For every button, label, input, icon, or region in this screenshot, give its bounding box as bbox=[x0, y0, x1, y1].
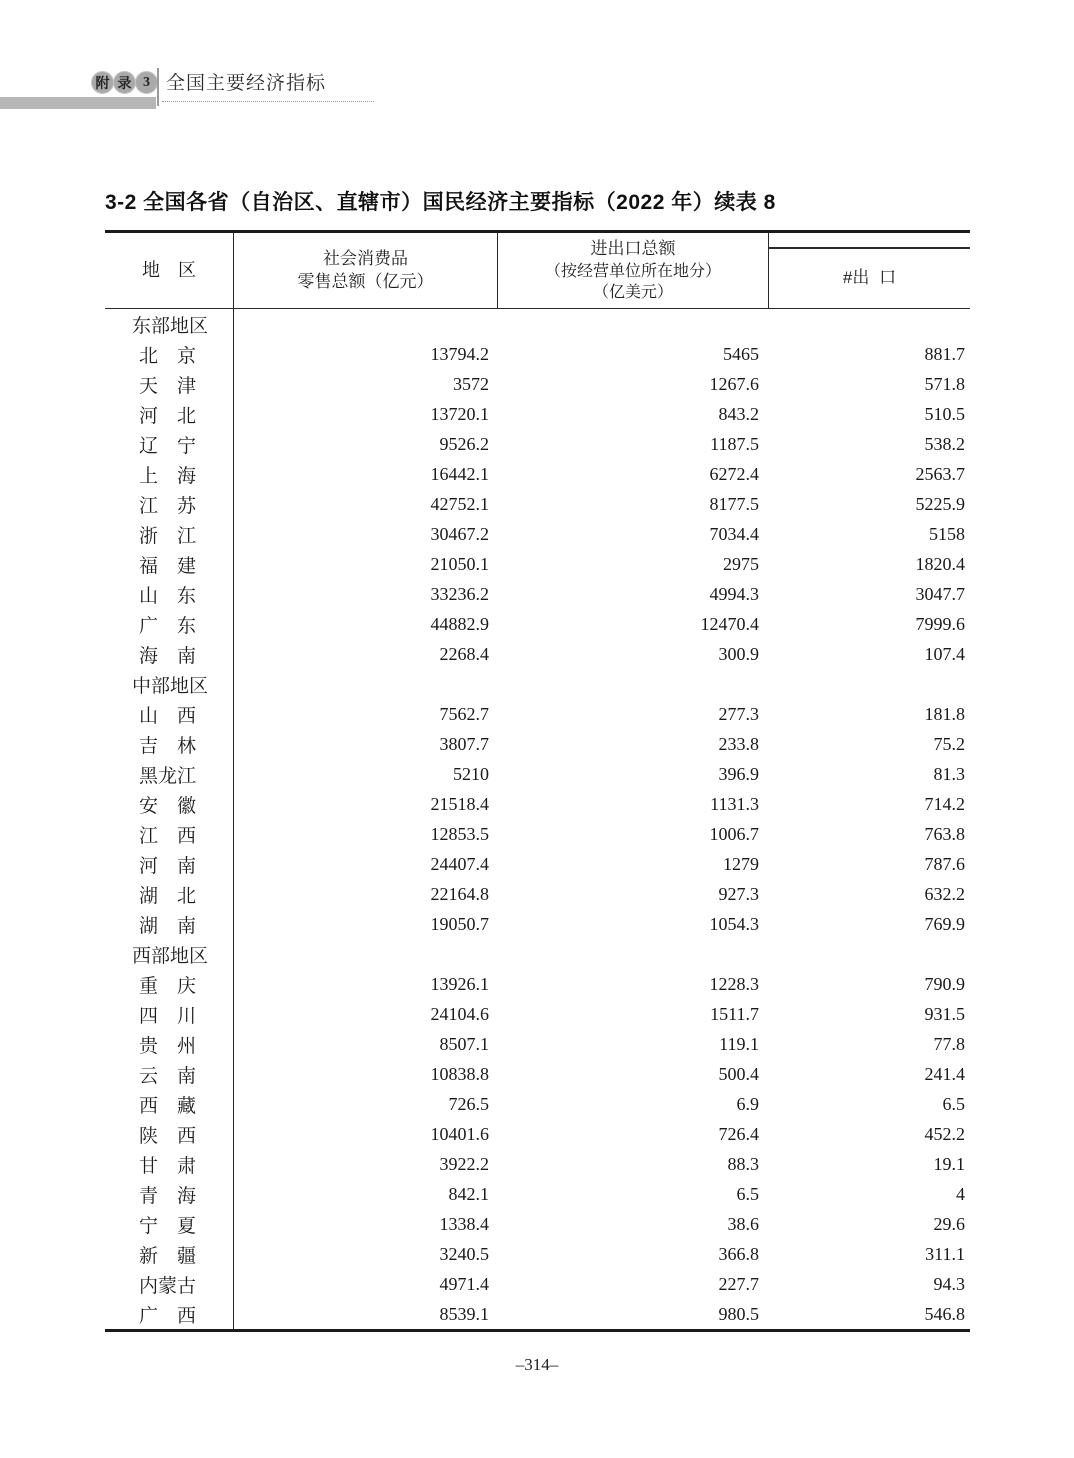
retail-value: 30467.2 bbox=[430, 523, 489, 544]
region-label: 广 西 bbox=[139, 1305, 197, 1327]
trade-value: 2975 bbox=[723, 553, 759, 574]
stamp-char-icon: 附 bbox=[91, 71, 114, 94]
province-row bbox=[105, 759, 970, 789]
region-section-row bbox=[105, 669, 970, 699]
export-value: 1820.4 bbox=[915, 553, 965, 574]
export-value: 571.8 bbox=[924, 373, 965, 394]
region-label: 陕 西 bbox=[139, 1125, 197, 1147]
region-label: 福 建 bbox=[139, 555, 197, 577]
export-value: 763.8 bbox=[924, 823, 965, 844]
region-label: 广 东 bbox=[139, 615, 197, 637]
export-value: 3047.7 bbox=[915, 583, 965, 604]
header-accent-bar bbox=[0, 97, 156, 109]
region-label: 中部地区 bbox=[132, 675, 209, 697]
region-label: 宁 夏 bbox=[139, 1215, 197, 1237]
region-label: 云 南 bbox=[139, 1065, 197, 1087]
region-label: 江 西 bbox=[139, 825, 197, 847]
region-section-row bbox=[105, 309, 970, 339]
trade-value: 5465 bbox=[723, 343, 759, 364]
region-label: 吉 林 bbox=[139, 735, 197, 757]
export-value: 769.9 bbox=[924, 913, 965, 934]
export-value: 29.6 bbox=[933, 1213, 965, 1234]
trade-value: 6.5 bbox=[736, 1183, 759, 1204]
stamp-char-icon: 录 bbox=[113, 71, 136, 94]
export-value: 181.8 bbox=[924, 703, 965, 724]
trade-value: 1187.5 bbox=[710, 433, 759, 454]
column-header-trade-line3: （亿美元） bbox=[592, 283, 673, 301]
retail-value: 9526.2 bbox=[439, 433, 489, 454]
page-number: –314– bbox=[515, 1355, 559, 1374]
trade-value: 8177.5 bbox=[709, 493, 759, 514]
region-label: 西部地区 bbox=[132, 945, 209, 967]
province-row bbox=[105, 1299, 970, 1329]
retail-value: 1338.4 bbox=[439, 1213, 489, 1234]
region-label: 浙 江 bbox=[139, 525, 197, 547]
province-row bbox=[105, 609, 970, 639]
export-value: 7999.6 bbox=[915, 613, 965, 634]
province-row bbox=[105, 1119, 970, 1149]
province-row bbox=[105, 369, 970, 399]
export-value: 790.9 bbox=[924, 973, 965, 994]
region-label: 黑龙江 bbox=[139, 765, 197, 787]
export-value: 546.8 bbox=[924, 1303, 965, 1324]
export-value: 714.2 bbox=[924, 793, 965, 814]
province-row bbox=[105, 1149, 970, 1179]
province-row bbox=[105, 699, 970, 729]
province-row bbox=[105, 1269, 970, 1299]
trade-value: 300.9 bbox=[718, 643, 759, 664]
province-row bbox=[105, 969, 970, 999]
retail-value: 5210 bbox=[453, 763, 489, 784]
retail-value: 4971.4 bbox=[439, 1273, 489, 1294]
retail-value: 13794.2 bbox=[430, 343, 489, 364]
column-header-region-label: 地 区 bbox=[142, 259, 196, 280]
column-header-retail-line2: 零售总额（亿元） bbox=[297, 271, 434, 291]
export-spanner-line bbox=[769, 233, 970, 249]
trade-value: 1267.6 bbox=[709, 373, 759, 394]
trade-value: 1054.3 bbox=[709, 913, 759, 934]
export-value: 241.4 bbox=[924, 1063, 965, 1084]
retail-value: 3922.2 bbox=[439, 1153, 489, 1174]
export-value: 452.2 bbox=[924, 1123, 965, 1144]
trade-value: 227.7 bbox=[718, 1273, 759, 1294]
trade-value: 980.5 bbox=[718, 1303, 759, 1324]
retail-value: 21518.4 bbox=[430, 793, 489, 814]
province-row bbox=[105, 399, 970, 429]
export-value: 6.5 bbox=[942, 1093, 965, 1114]
retail-value: 10838.8 bbox=[430, 1063, 489, 1084]
region-label: 四 川 bbox=[139, 1005, 197, 1027]
province-row bbox=[105, 339, 970, 369]
trade-value: 1131.3 bbox=[710, 793, 759, 814]
trade-value: 38.6 bbox=[727, 1213, 759, 1234]
province-row bbox=[105, 1209, 970, 1239]
province-row bbox=[105, 729, 970, 759]
region-label: 贵 州 bbox=[139, 1035, 197, 1057]
province-row bbox=[105, 459, 970, 489]
export-value: 107.4 bbox=[924, 643, 965, 664]
export-value: 538.2 bbox=[924, 433, 965, 454]
province-row bbox=[105, 1029, 970, 1059]
trade-value: 1279 bbox=[723, 853, 759, 874]
province-row bbox=[105, 999, 970, 1029]
region-label: 上 海 bbox=[139, 465, 197, 487]
export-value: 632.2 bbox=[924, 883, 965, 904]
trade-value: 1006.7 bbox=[709, 823, 759, 844]
export-value: 787.6 bbox=[924, 853, 965, 874]
column-header-retail-line1: 社会消费品 bbox=[323, 249, 408, 269]
region-label: 山 西 bbox=[139, 705, 197, 727]
region-label: 山 东 bbox=[139, 585, 197, 607]
header-divider bbox=[157, 68, 159, 106]
trade-value: 6272.4 bbox=[709, 463, 759, 484]
column-header-trade-line2: （按经营单位所在地分） bbox=[544, 262, 721, 280]
province-row bbox=[105, 579, 970, 609]
region-label: 辽 宁 bbox=[139, 435, 197, 457]
trade-value: 119.1 bbox=[719, 1033, 759, 1054]
retail-value: 842.1 bbox=[448, 1183, 489, 1204]
province-row bbox=[105, 909, 970, 939]
region-label: 海 南 bbox=[139, 645, 197, 667]
column-header-retail bbox=[233, 233, 497, 308]
retail-value: 22164.8 bbox=[430, 883, 489, 904]
column-header-export-label: #出 口 bbox=[842, 268, 897, 288]
province-row bbox=[105, 489, 970, 519]
export-value: 94.3 bbox=[933, 1273, 965, 1294]
stats-table bbox=[105, 230, 970, 1332]
export-value: 2563.7 bbox=[915, 463, 965, 484]
trade-value: 1511.7 bbox=[710, 1003, 759, 1024]
retail-value: 24104.6 bbox=[430, 1003, 489, 1024]
retail-value: 8539.1 bbox=[439, 1303, 489, 1324]
export-value: 311.1 bbox=[925, 1243, 965, 1264]
trade-value: 927.3 bbox=[718, 883, 759, 904]
region-label: 青 海 bbox=[139, 1185, 197, 1207]
trade-value: 366.8 bbox=[718, 1243, 759, 1264]
province-row bbox=[105, 549, 970, 579]
table-title: 3-2 全国各省（自治区、直辖市）国民经济主要指标（2022 年）续表 8 bbox=[105, 191, 776, 214]
trade-value: 726.4 bbox=[718, 1123, 759, 1144]
trade-value: 500.4 bbox=[718, 1063, 759, 1084]
region-label: 江 苏 bbox=[139, 495, 197, 517]
region-label: 重 庆 bbox=[139, 975, 197, 997]
retail-value: 33236.2 bbox=[430, 583, 489, 604]
retail-value: 8507.1 bbox=[439, 1033, 489, 1054]
retail-value: 12853.5 bbox=[430, 823, 489, 844]
region-label: 西 藏 bbox=[139, 1095, 197, 1117]
export-value: 77.8 bbox=[933, 1033, 965, 1054]
export-value: 19.1 bbox=[933, 1153, 965, 1174]
retail-value: 42752.1 bbox=[430, 493, 489, 514]
province-row bbox=[105, 1089, 970, 1119]
trade-value: 396.9 bbox=[718, 763, 759, 784]
table-header bbox=[105, 233, 970, 309]
region-label: 东部地区 bbox=[132, 315, 209, 337]
province-row bbox=[105, 1239, 970, 1269]
region-label: 河 南 bbox=[139, 855, 197, 877]
export-value: 881.7 bbox=[924, 343, 965, 364]
retail-value: 13926.1 bbox=[430, 973, 489, 994]
region-label: 新 疆 bbox=[139, 1245, 197, 1267]
column-header-trade-line1: 进出口总额 bbox=[590, 239, 676, 259]
export-value: 4 bbox=[956, 1183, 965, 1204]
retail-value: 44882.9 bbox=[430, 613, 489, 634]
export-value: 510.5 bbox=[924, 403, 965, 424]
retail-value: 3572 bbox=[453, 373, 489, 394]
stub-column-rule bbox=[233, 309, 234, 1329]
region-label: 北 京 bbox=[139, 345, 197, 367]
column-header-export bbox=[768, 233, 970, 308]
province-row bbox=[105, 519, 970, 549]
trade-value: 12470.4 bbox=[700, 613, 759, 634]
retail-value: 13720.1 bbox=[430, 403, 489, 424]
province-row bbox=[105, 1059, 970, 1089]
region-label: 内蒙古 bbox=[139, 1275, 197, 1297]
export-value: 75.2 bbox=[933, 733, 965, 754]
export-value: 81.3 bbox=[933, 763, 965, 784]
trade-value: 7034.4 bbox=[709, 523, 759, 544]
province-row bbox=[105, 879, 970, 909]
province-row bbox=[105, 849, 970, 879]
retail-value: 16442.1 bbox=[430, 463, 489, 484]
export-value: 5158 bbox=[929, 523, 965, 544]
column-header-trade bbox=[497, 233, 768, 308]
retail-value: 2268.4 bbox=[439, 643, 489, 664]
trade-value: 6.9 bbox=[736, 1093, 759, 1114]
retail-value: 3240.5 bbox=[439, 1243, 489, 1264]
trade-value: 1228.3 bbox=[709, 973, 759, 994]
export-value: 5225.9 bbox=[915, 493, 965, 514]
stamp-char-icon: 3 bbox=[135, 71, 158, 94]
province-row bbox=[105, 1179, 970, 1209]
column-header-region bbox=[105, 233, 233, 308]
region-label: 河 北 bbox=[139, 405, 197, 427]
retail-value: 24407.4 bbox=[430, 853, 489, 874]
province-row bbox=[105, 429, 970, 459]
retail-value: 21050.1 bbox=[430, 553, 489, 574]
trade-value: 88.3 bbox=[727, 1153, 759, 1174]
province-row bbox=[105, 789, 970, 819]
trade-value: 277.3 bbox=[718, 703, 759, 724]
doc-section-title: 全国主要经济指标 bbox=[162, 66, 374, 102]
trade-value: 843.2 bbox=[718, 403, 759, 424]
region-label: 甘 肃 bbox=[139, 1155, 197, 1177]
retail-value: 726.5 bbox=[448, 1093, 489, 1114]
appendix-stamp bbox=[91, 71, 157, 94]
region-section-row bbox=[105, 939, 970, 969]
trade-value: 4994.3 bbox=[709, 583, 759, 604]
retail-value: 10401.6 bbox=[430, 1123, 489, 1144]
province-row bbox=[105, 639, 970, 669]
trade-value: 233.8 bbox=[718, 733, 759, 754]
export-value: 931.5 bbox=[924, 1003, 965, 1024]
province-row bbox=[105, 819, 970, 849]
region-label: 天 津 bbox=[139, 375, 197, 397]
table-body bbox=[105, 309, 970, 1329]
region-label: 湖 北 bbox=[139, 885, 197, 907]
region-label: 湖 南 bbox=[139, 915, 197, 937]
region-label: 安 徽 bbox=[139, 795, 197, 817]
retail-value: 7562.7 bbox=[439, 703, 489, 724]
retail-value: 19050.7 bbox=[430, 913, 489, 934]
retail-value: 3807.7 bbox=[439, 733, 489, 754]
